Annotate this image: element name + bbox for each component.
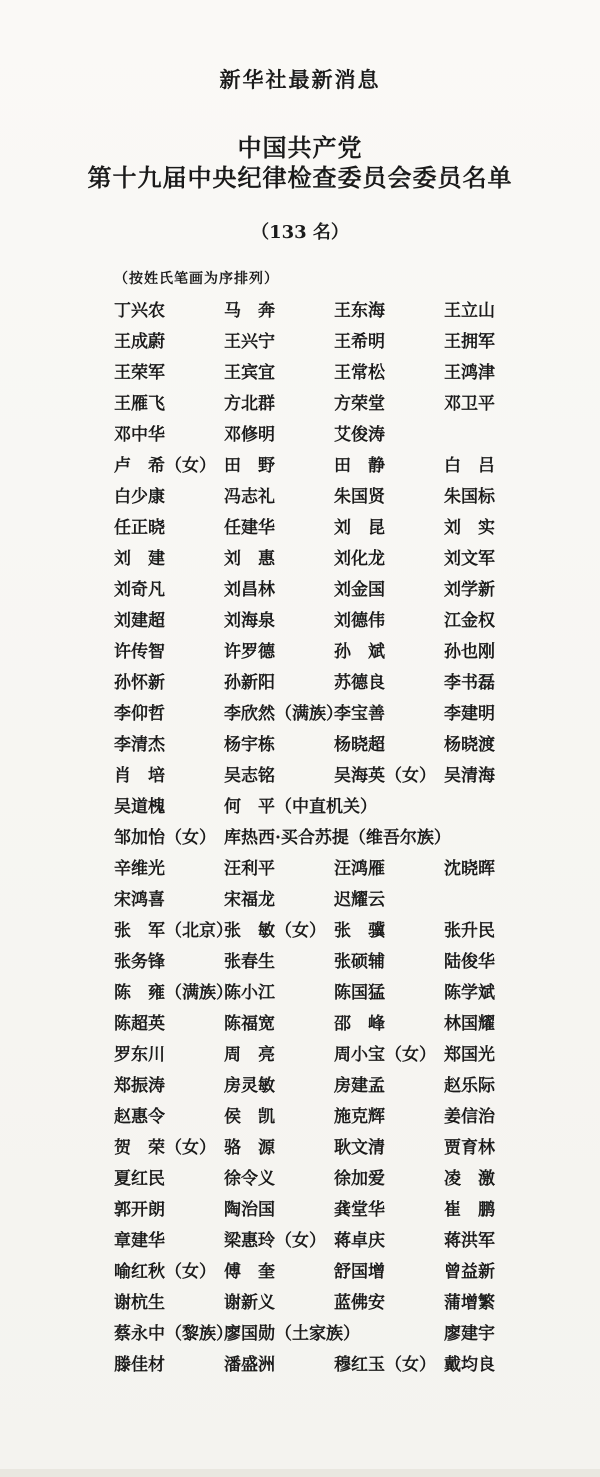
member-name: 杨晓超 — [334, 735, 385, 755]
member-name: 刘学新 — [444, 580, 495, 600]
name-row — [114, 858, 534, 889]
member-name: 谢新义 — [224, 1293, 275, 1313]
member-name: 蒋洪军 — [444, 1231, 495, 1251]
member-name: 梁惠玲（女） — [224, 1231, 326, 1251]
name-row — [114, 1261, 534, 1292]
member-name: 刘化龙 — [334, 549, 385, 569]
member-name: 谢杭生 — [114, 1293, 165, 1313]
member-name: 滕佳材 — [114, 1355, 165, 1375]
member-name: 姜信治 — [444, 1107, 495, 1127]
member-name: 任正晓 — [114, 518, 165, 538]
news-source: 新华社最新消息 — [219, 67, 381, 92]
member-name: 郭开朗 — [114, 1200, 165, 1220]
member-name: 赵惠令 — [114, 1107, 165, 1127]
member-name: 罗东川 — [114, 1045, 165, 1065]
member-name: 蒋卓庆 — [334, 1231, 385, 1251]
member-name: 吴清海 — [444, 766, 495, 786]
name-row — [114, 1044, 534, 1075]
name-row — [114, 1354, 534, 1385]
member-name: 王成蔚 — [114, 332, 165, 352]
member-name: 何 平（中直机关） — [224, 797, 377, 817]
member-name: 陶治国 — [224, 1200, 275, 1220]
member-name: 贺 荣（女） — [114, 1138, 216, 1158]
member-name: 刘金国 — [334, 580, 385, 600]
member-name: 崔 鹏 — [444, 1200, 495, 1220]
member-name — [334, 796, 444, 827]
name-row — [114, 548, 534, 579]
member-name: 戴均良 — [444, 1355, 495, 1375]
member-name: 田 静 — [334, 456, 385, 476]
name-row — [114, 300, 534, 331]
member-count: （133 名） — [251, 222, 349, 243]
member-name: 冯志礼 — [224, 487, 275, 507]
document-title-line1: 中国共产党 — [237, 133, 363, 162]
member-name: 龚堂华 — [334, 1200, 385, 1220]
member-name: 贾育林 — [444, 1138, 495, 1158]
member-name: 苏德良 — [334, 673, 385, 693]
member-name: 丁兴农 — [114, 301, 165, 321]
member-name: 陈国猛 — [334, 983, 385, 1003]
member-name: 许传智 — [114, 642, 165, 662]
member-name: 陈超英 — [114, 1014, 165, 1034]
name-row — [114, 796, 534, 827]
member-name: 张 军（北京） — [114, 921, 233, 941]
member-name: 陈福宽 — [224, 1014, 275, 1034]
member-name: 刘奇凡 — [114, 580, 165, 600]
member-name: 迟耀云 — [334, 890, 385, 910]
member-name: 章建华 — [114, 1231, 165, 1251]
member-name: 白 吕 — [444, 456, 495, 476]
member-name: 曾益新 — [444, 1262, 495, 1282]
member-name: 卢 希（女） — [114, 456, 216, 476]
member-name: 王荣军 — [114, 363, 165, 383]
member-name: 方荣堂 — [334, 394, 385, 414]
name-row — [114, 672, 534, 703]
member-name: 吴志铭 — [224, 766, 275, 786]
member-name: 吴海英（女） — [334, 766, 436, 786]
member-name: 江金权 — [444, 611, 495, 631]
member-name — [444, 796, 534, 827]
member-name: 刘 惠 — [224, 549, 275, 569]
member-name: 凌 激 — [444, 1169, 495, 1189]
member-name: 房建孟 — [334, 1076, 385, 1096]
name-row — [114, 703, 534, 734]
member-name: 邓修明 — [224, 425, 275, 445]
member-name: 任建华 — [224, 518, 275, 538]
member-name: 王兴宁 — [224, 332, 275, 352]
member-name: 骆 源 — [224, 1138, 275, 1158]
member-name: 李欣然（满族） — [224, 704, 343, 724]
member-name: 许罗德 — [224, 642, 275, 662]
member-name: 傅 奎 — [224, 1262, 275, 1282]
member-name: 孙也刚 — [444, 642, 495, 662]
member-name: 王东海 — [334, 301, 385, 321]
name-row — [114, 920, 534, 951]
member-name: 邓卫平 — [444, 394, 495, 414]
name-row — [114, 641, 534, 672]
member-name: 刘文军 — [444, 549, 495, 569]
name-row — [114, 982, 534, 1013]
member-name: 辛维光 — [114, 859, 165, 879]
member-name: 周 亮 — [224, 1045, 275, 1065]
member-name-list — [114, 300, 534, 1385]
member-name: 孙新阳 — [224, 673, 275, 693]
member-name: 杨晓渡 — [444, 735, 495, 755]
member-name: 李宝善 — [334, 704, 385, 724]
member-name: 廖建宇 — [444, 1324, 495, 1344]
name-row — [114, 765, 534, 796]
name-row — [114, 486, 534, 517]
member-name: 陈学斌 — [444, 983, 495, 1003]
member-name — [444, 424, 534, 455]
name-row — [114, 734, 534, 765]
member-name: 王希明 — [334, 332, 385, 352]
member-name: 艾俊涛 — [334, 425, 385, 445]
name-row — [114, 1292, 534, 1323]
member-name: 陆俊华 — [444, 952, 495, 972]
document-title-line2: 第十九届中央纪律检查委员会委员名单 — [87, 163, 513, 192]
member-name: 蒲增繁 — [444, 1293, 495, 1313]
member-name: 林国耀 — [444, 1014, 495, 1034]
member-name: 刘海泉 — [224, 611, 275, 631]
member-name: 刘昌林 — [224, 580, 275, 600]
name-row — [114, 455, 534, 486]
member-name: 王常松 — [334, 363, 385, 383]
member-name: 沈晓晖 — [444, 859, 495, 879]
member-name: 邓中华 — [114, 425, 165, 445]
member-name — [444, 827, 534, 858]
member-name: 刘建超 — [114, 611, 165, 631]
member-name: 徐加爱 — [334, 1169, 385, 1189]
name-row — [114, 1137, 534, 1168]
name-row — [114, 393, 534, 424]
member-name: 杨宇栋 — [224, 735, 275, 755]
member-name: 侯 凯 — [224, 1107, 275, 1127]
member-name: 张硕辅 — [334, 952, 385, 972]
member-name: 喻红秋（女） — [114, 1262, 216, 1282]
name-row — [114, 1199, 534, 1230]
member-name: 王立山 — [444, 301, 495, 321]
member-name: 朱国贤 — [334, 487, 385, 507]
member-name: 夏红民 — [114, 1169, 165, 1189]
member-name: 刘 实 — [444, 518, 495, 538]
member-name: 马 奔 — [224, 301, 275, 321]
member-name: 郑国光 — [444, 1045, 495, 1065]
member-name: 张春生 — [224, 952, 275, 972]
member-name — [334, 827, 444, 858]
name-row — [114, 610, 534, 641]
member-name: 蔡永中（黎族） — [114, 1324, 233, 1344]
member-name: 周小宝（女） — [334, 1045, 436, 1065]
member-name: 王拥军 — [444, 332, 495, 352]
member-name: 徐令义 — [224, 1169, 275, 1189]
member-name: 肖 培 — [114, 766, 165, 786]
member-name: 潘盛洲 — [224, 1355, 275, 1375]
member-name: 赵乐际 — [444, 1076, 495, 1096]
member-name: 汪鸿雁 — [334, 859, 385, 879]
member-name: 王雁飞 — [114, 394, 165, 414]
member-name: 李仰哲 — [114, 704, 165, 724]
name-row — [114, 579, 534, 610]
member-name: 刘 建 — [114, 549, 165, 569]
member-name: 施克辉 — [334, 1107, 385, 1127]
member-name: 刘 昆 — [334, 518, 385, 538]
member-name: 孙怀新 — [114, 673, 165, 693]
member-name: 方北群 — [224, 394, 275, 414]
name-row — [114, 1013, 534, 1044]
member-name: 张 骥 — [334, 921, 385, 941]
member-name: 陈小江 — [224, 983, 275, 1003]
member-name: 邹加怡（女） — [114, 828, 216, 848]
name-row — [114, 827, 534, 858]
member-name: 王宾宜 — [224, 363, 275, 383]
member-name: 郑振涛 — [114, 1076, 165, 1096]
member-name: 张升民 — [444, 921, 495, 941]
page-edge — [0, 1469, 600, 1477]
member-name: 宋鸿喜 — [114, 890, 165, 910]
ordering-note: （按姓氏笔画为序排列） — [114, 271, 279, 287]
member-name: 李建明 — [444, 704, 495, 724]
name-row — [114, 517, 534, 548]
name-row — [114, 1230, 534, 1261]
member-name — [444, 889, 534, 920]
member-name: 房灵敏 — [224, 1076, 275, 1096]
name-row — [114, 424, 534, 455]
member-name: 孙 斌 — [334, 642, 385, 662]
name-row — [114, 1323, 534, 1354]
name-row — [114, 1075, 534, 1106]
member-name: 汪利平 — [224, 859, 275, 879]
name-row — [114, 1106, 534, 1137]
name-row — [114, 331, 534, 362]
member-name: 刘德伟 — [334, 611, 385, 631]
member-name: 宋福龙 — [224, 890, 275, 910]
member-name: 李书磊 — [444, 673, 495, 693]
member-name: 舒国增 — [334, 1262, 385, 1282]
member-name: 库热西·买合苏提（维吾尔族） — [224, 828, 451, 848]
member-name: 吴道槐 — [114, 797, 165, 817]
member-name: 蓝佛安 — [334, 1293, 385, 1313]
member-name: 陈 雍（满族） — [114, 983, 233, 1003]
name-row — [114, 362, 534, 393]
member-name: 穆红玉（女） — [334, 1355, 436, 1375]
member-name: 朱国标 — [444, 487, 495, 507]
member-name: 廖国勋（土家族） — [224, 1324, 360, 1344]
name-row — [114, 889, 534, 920]
name-row — [114, 951, 534, 982]
member-name: 张务锋 — [114, 952, 165, 972]
member-name — [334, 1323, 444, 1354]
member-name: 邵 峰 — [334, 1014, 385, 1034]
member-name: 李清杰 — [114, 735, 165, 755]
name-row — [114, 1168, 534, 1199]
member-name: 田 野 — [224, 456, 275, 476]
member-name: 耿文清 — [334, 1138, 385, 1158]
member-name: 王鸿津 — [444, 363, 495, 383]
member-name: 张 敏（女） — [224, 921, 326, 941]
member-name: 白少康 — [114, 487, 165, 507]
